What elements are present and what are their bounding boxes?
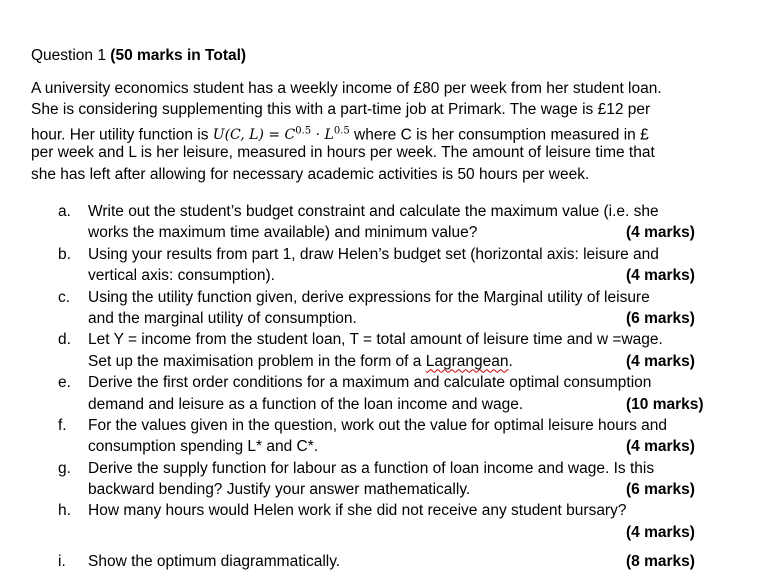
item-letter: f.	[58, 416, 67, 434]
intro-line: she has left after allowing for necessary academic activities is 50 hours per week.	[31, 165, 590, 183]
item-letter: i.	[58, 553, 66, 571]
item-line: Derive the first order conditions for a maximum and calculate optimal consumption	[88, 374, 652, 392]
item-line	[88, 265, 748, 286]
exponent: 0.5	[333, 125, 350, 137]
item-letter: a.	[58, 203, 71, 220]
item-line: Derive the supply function for labour as a function of loan income and wage. Is this	[88, 459, 655, 477]
item-line	[88, 351, 748, 372]
item-text: backward bending? Justify your answer mathematically.	[88, 481, 471, 499]
question-intro	[31, 78, 751, 185]
item-line	[88, 436, 748, 457]
sub-question-i	[58, 551, 748, 572]
item-line: Let Y = income from the student loan, T = total amount of leisure time and w =wage.	[88, 331, 663, 349]
sub-question-h	[58, 500, 748, 543]
sub-question-f	[58, 415, 748, 458]
sub-question-list	[58, 201, 748, 573]
marks-label: (6 marks)	[626, 481, 695, 499]
item-text: vertical axis: consumption).	[88, 267, 275, 285]
sub-question-c	[58, 287, 748, 330]
item-line	[88, 479, 748, 500]
sub-question-a	[58, 201, 748, 244]
utility-function-lhs: U(C, L) = C	[212, 127, 296, 144]
intro-line: A university economics student has a weekly income of £80 per week from her student loan.	[31, 80, 662, 97]
sub-question-e	[58, 372, 748, 415]
intro-text: where C is her consumption measured in £	[349, 126, 649, 144]
utility-function	[213, 127, 350, 143]
item-line	[88, 551, 748, 572]
utility-function-dot: · L	[311, 127, 334, 144]
item-text: demand and leisure as a function of the loan income and wage.	[88, 395, 524, 413]
marks-label: (4 marks)	[626, 352, 695, 370]
item-letter: e.	[58, 374, 71, 392]
spellcheck-word: Lagrangean	[425, 352, 509, 370]
exponent: 0.5	[295, 125, 312, 137]
item-line	[88, 222, 748, 243]
item-letter: g.	[58, 459, 71, 477]
marks-label: (4 marks)	[626, 267, 695, 285]
item-line	[88, 308, 748, 329]
item-letter: c.	[58, 288, 71, 306]
sub-question-g	[58, 458, 748, 501]
marks-label: (4 marks)	[626, 224, 695, 242]
sub-question-d	[58, 329, 748, 372]
question-total-marks: (50 marks in Total)	[110, 47, 247, 64]
item-text: .	[508, 352, 513, 370]
question-title: Question 1	[31, 47, 111, 64]
item-text: and the marginal utility of consumption.	[88, 309, 357, 327]
item-text: Set up the maximisation problem in the form of a	[88, 352, 426, 370]
intro-line: per week and L is her leisure, measured in hours per week. The amount of leisure time that	[31, 144, 655, 162]
item-line: Write out the student’s budget constraint and calculate the maximum value (i.e. she	[88, 203, 659, 220]
item-letter: h.	[58, 502, 71, 520]
item-text: works the maximum time available) and minimum value?	[88, 224, 478, 242]
item-text: consumption spending L* and C*.	[88, 438, 319, 456]
marks-label: (10 marks)	[626, 395, 704, 413]
marks-label: (4 marks)	[626, 523, 695, 541]
item-line	[88, 394, 748, 415]
intro-line	[31, 121, 751, 142]
item-letter: d.	[58, 331, 71, 349]
question-heading	[31, 46, 246, 66]
spacer	[58, 543, 748, 551]
intro-text: hour. Her utility function is	[31, 126, 213, 144]
item-line: For the values given in the question, work out the value for optimal leisure hours and	[88, 416, 667, 434]
sub-question-b	[58, 244, 748, 287]
marks-label: (8 marks)	[626, 553, 695, 571]
item-line: Using the utility function given, derive expressions for the Marginal utility of leisure	[88, 288, 650, 306]
marks-label: (6 marks)	[626, 309, 695, 327]
intro-line: She is considering supplementing this with a part-time job at Primark. The wage is £12 per	[31, 101, 651, 119]
item-line: How many hours would Helen work if she did not receive any student bursary?	[88, 502, 627, 520]
item-text: Show the optimum diagrammatically.	[88, 553, 341, 571]
item-letter: b.	[58, 245, 71, 263]
item-line	[88, 522, 748, 543]
item-line: Using your results from part 1, draw Helen’s budget set (horizontal axis: leisure and	[88, 245, 659, 263]
marks-label: (4 marks)	[626, 438, 695, 456]
